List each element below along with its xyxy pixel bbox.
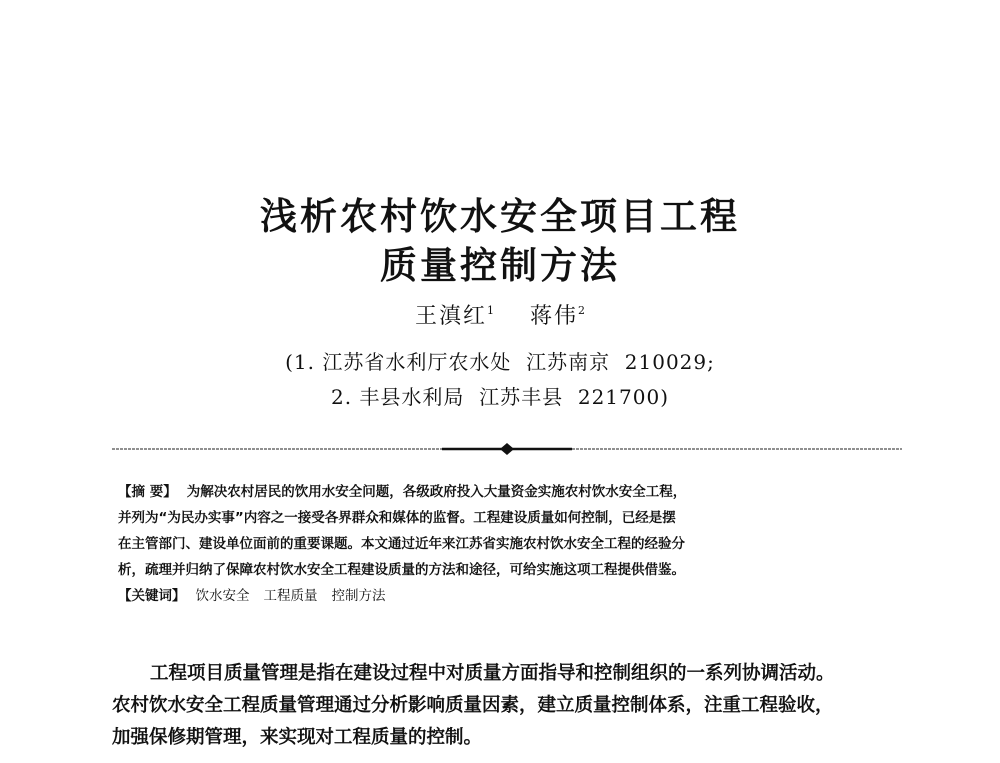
paper-title-line-1: 浅析农村饮水安全项目工程 (260, 195, 740, 238)
author-affiliation-mark: 1 (487, 304, 494, 317)
abstract-line (118, 486, 918, 500)
keyword: 控制方法 (331, 588, 386, 604)
decorative-divider (112, 442, 902, 456)
author-name: 王滇红 (414, 304, 487, 329)
abstract-label: 【摘 要】 (118, 484, 177, 500)
keyword: 工程质量 (263, 588, 318, 604)
body-paragraph-line: 农村饮水安全工程质量管理通过分析影响质量因素，建立质量控制体系，注重工程验收， (112, 695, 834, 716)
author-name: 蒋伟 (530, 304, 579, 329)
abstract-text: 在主管部门、建设单位面前的重要课题。本文通过近年来江苏省实施农村饮水安全工程的经验分 (118, 536, 685, 552)
body-paragraph-line: 工程项目质量管理是指在建设过程中对质量方面指导和控制组织的一系列协调活动。 (150, 663, 835, 684)
affiliation-line-1: (1. 江苏省水利厅农水处 江苏南京 210029; (285, 350, 715, 374)
abstract-text: 析，疏理并归纳了保障农村饮水安全工程建设质量的方法和途径，可给实施这项工程提供借鉴。 (118, 562, 685, 578)
keywords-line (118, 590, 918, 604)
author-affiliation-mark: 2 (578, 304, 586, 317)
keywords-label: 【关键词】 (118, 588, 186, 604)
author-list (0, 305, 1000, 328)
keyword: 饮水安全 (195, 588, 250, 604)
body-paragraph-line: 加强保修期管理，来实现对工程质量的控制。 (112, 727, 483, 748)
paper-title-line-2: 质量控制方法 (380, 244, 620, 287)
divider-diamond-icon (500, 443, 514, 455)
abstract-text: 并列为“为民办实事”内容之一接受各界群众和媒体的监督。工程建设质量如何控制，已经是摆 (118, 510, 676, 526)
affiliation-line-2: 2. 丰县水利局 江苏丰县 221700) (330, 385, 670, 409)
abstract-text: 为解决农村居民的饮用水安全问题，各级政府投入大量资金实施农村饮水安全工程， (186, 484, 687, 500)
